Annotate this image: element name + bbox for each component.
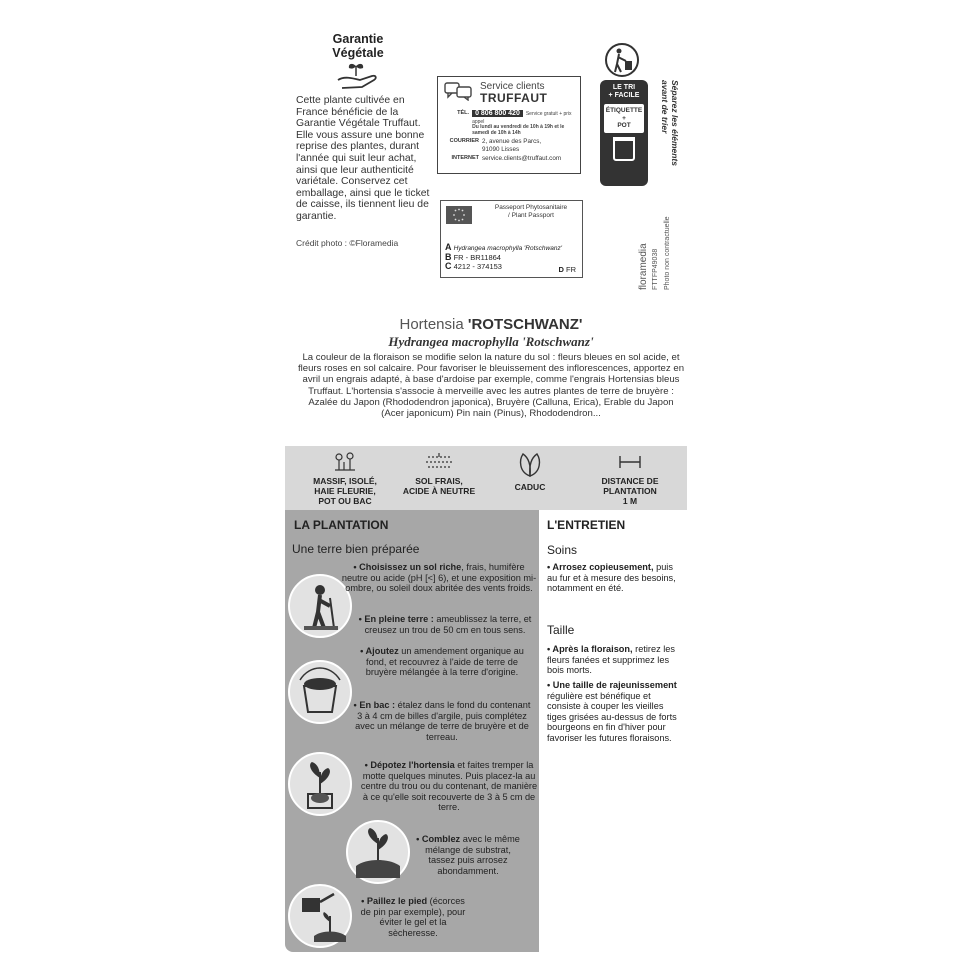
step-5: • Dépotez l'hortensia et faites tremper la motte quelques minutes. Puis placez-la au centre du trou ou du contenant, de manière à ce qu'elle soit recouverte de 3 à 5 cm de terre. bbox=[360, 760, 538, 813]
product-description: La couleur de la floraison se modifie selon la nature du sol : fleurs bleues en sol acide, et fleurs roses en sol calcaire. Pour favoriser le bleuissement des inflorescences, apportez en avril un engrais adapté, à base d'ardoise par exemple, comme l'engrais Hortensias bleus Truffaut. L'hortensia s'associe à merveille avec les autres plantes de terre de bruyère : Azalée du Japon (Rhododendron japonica), Bruyère (Calluna, Erica), Erable du Japon (Acer japonicum) Pin nain (Pinus), Rhododendron... bbox=[297, 352, 685, 420]
flowers-icon bbox=[330, 452, 360, 472]
taille-text-2: • Une taille de rajeunissement régulière est bénéfique et consiste à couper les vieilles tiges grisées au-dessus de forts bourgeons en fin d'hiver pour favoriser les futures floraisons. bbox=[547, 680, 677, 743]
bucket-compost-illustration bbox=[288, 660, 352, 724]
plantation-subheading: Une terre bien préparée bbox=[292, 542, 420, 556]
soins-title: Soins bbox=[547, 543, 578, 557]
soins-text: • Arrosez copieusement, puis au fur et à mesure des besoins, notamment en été. bbox=[547, 562, 676, 594]
entretien-heading: L'ENTRETIEN bbox=[547, 518, 626, 532]
feature-soil: SOL FRAIS, ACIDE À NEUTRE bbox=[392, 452, 486, 496]
phone-number: 0 806 800 420 bbox=[472, 110, 523, 117]
plantation-heading: LA PLANTATION bbox=[294, 518, 389, 532]
floramedia-credit: floramedia FTTFP49038 Photo non contractuelle bbox=[638, 216, 671, 290]
hand-plant-icon bbox=[332, 62, 380, 92]
taille-text-1: • Après la floraison, retirez les fleurs fanées et supprimez les bois morts. bbox=[547, 644, 675, 676]
pot-plant-illustration bbox=[288, 752, 352, 816]
taille-title: Taille bbox=[547, 623, 575, 637]
step-6: • Comblez avec le même mélange de substrat, tassez puis arrosez abondamment. bbox=[416, 834, 520, 876]
step-4: • En bac : étalez dans le fond du contenant 3 à 4 cm de billes d'argile, puis complétez avec un mélange de terre de bruyère et de terreau. bbox=[353, 700, 531, 742]
feature-distance: DISTANCE DE PLANTATION 1 M bbox=[582, 452, 678, 506]
step-2: • En pleine terre : ameublissez la terre, et creusez un trou de 50 cm en tous sens. bbox=[358, 614, 532, 635]
tri-facile-badge: LE TRI + FACILE ÉTIQUETTE + POT bbox=[600, 80, 648, 186]
feature-usage: MASSIF, ISOLÉ, HAIE FLEURIE, POT OU BAC bbox=[298, 452, 392, 506]
recycling-person-icon bbox=[604, 42, 640, 78]
service-email: service.clients@truffaut.com bbox=[482, 155, 562, 162]
photo-credit: Crédit photo : ©Floramedia bbox=[296, 238, 399, 248]
plant-passport: Passeport Phytosanitaire / Plant Passport A Hydrangea macrophylla 'Rotschwanz' B FR - BR11864 C 4212 - 374153 D FR bbox=[440, 200, 583, 278]
leaf-icon bbox=[515, 452, 545, 478]
planting-soil-illustration bbox=[346, 820, 410, 884]
product-latin-name: Hydrangea macrophylla 'Rotschwanz' bbox=[388, 334, 594, 349]
step-7: • Paillez le pied (écorces de pin par exemple), pour éviter le gel et la sècheresse. bbox=[360, 896, 466, 938]
watering-can-illustration bbox=[288, 884, 352, 948]
service-line1: Service clients bbox=[480, 81, 545, 92]
feature-leaf: CADUC bbox=[486, 452, 574, 492]
soil-icon bbox=[424, 452, 454, 472]
chat-bubbles-icon bbox=[444, 81, 474, 101]
tri-instructions: Séparez les éléments avant de trier bbox=[660, 80, 680, 166]
step-3: • Ajoutez un amendement organique au fond, et recouvrez à l'aide de terre de bruyère mélangée à la terre d'origine. bbox=[360, 646, 524, 678]
garantie-title: Garantie Végétale bbox=[332, 32, 384, 60]
eu-flag-icon bbox=[446, 206, 472, 224]
service-clients-box: Service clients TRUFFAUT TÉL. 0 806 800 420 Service gratuit + prix appel Du lundi au vendredi de 10h à 19h et le samedi de 10h à 14h COURRIER 2, avenue des Parcs, 91090 Lisses INTERNET service.clients@truffaut.com bbox=[437, 76, 581, 174]
step-1: • Choisissez un sol riche, frais, humifère neutre ou acide (pH [<] 6), et une exposition mi-ombre, ou soleil doux abritée des vents froids. bbox=[341, 562, 537, 594]
product-title: Hortensia 'ROTSCHWANZ' bbox=[399, 316, 583, 333]
distance-icon bbox=[615, 452, 645, 472]
trash-bin-icon bbox=[613, 137, 635, 161]
garantie-text: Cette plante cultivée en France bénéficie de la Garantie Végétale Truffaut. Elle vous assure une bonne reprise des plantes, durant l'année qui suit leur achat, ainsi que leur authenticité variétale. Conservez cet emballage, ainsi que le ticket de caisse, ils tiennent lieu de garantie. bbox=[296, 95, 430, 222]
service-brand: TRUFFAUT bbox=[480, 91, 548, 105]
